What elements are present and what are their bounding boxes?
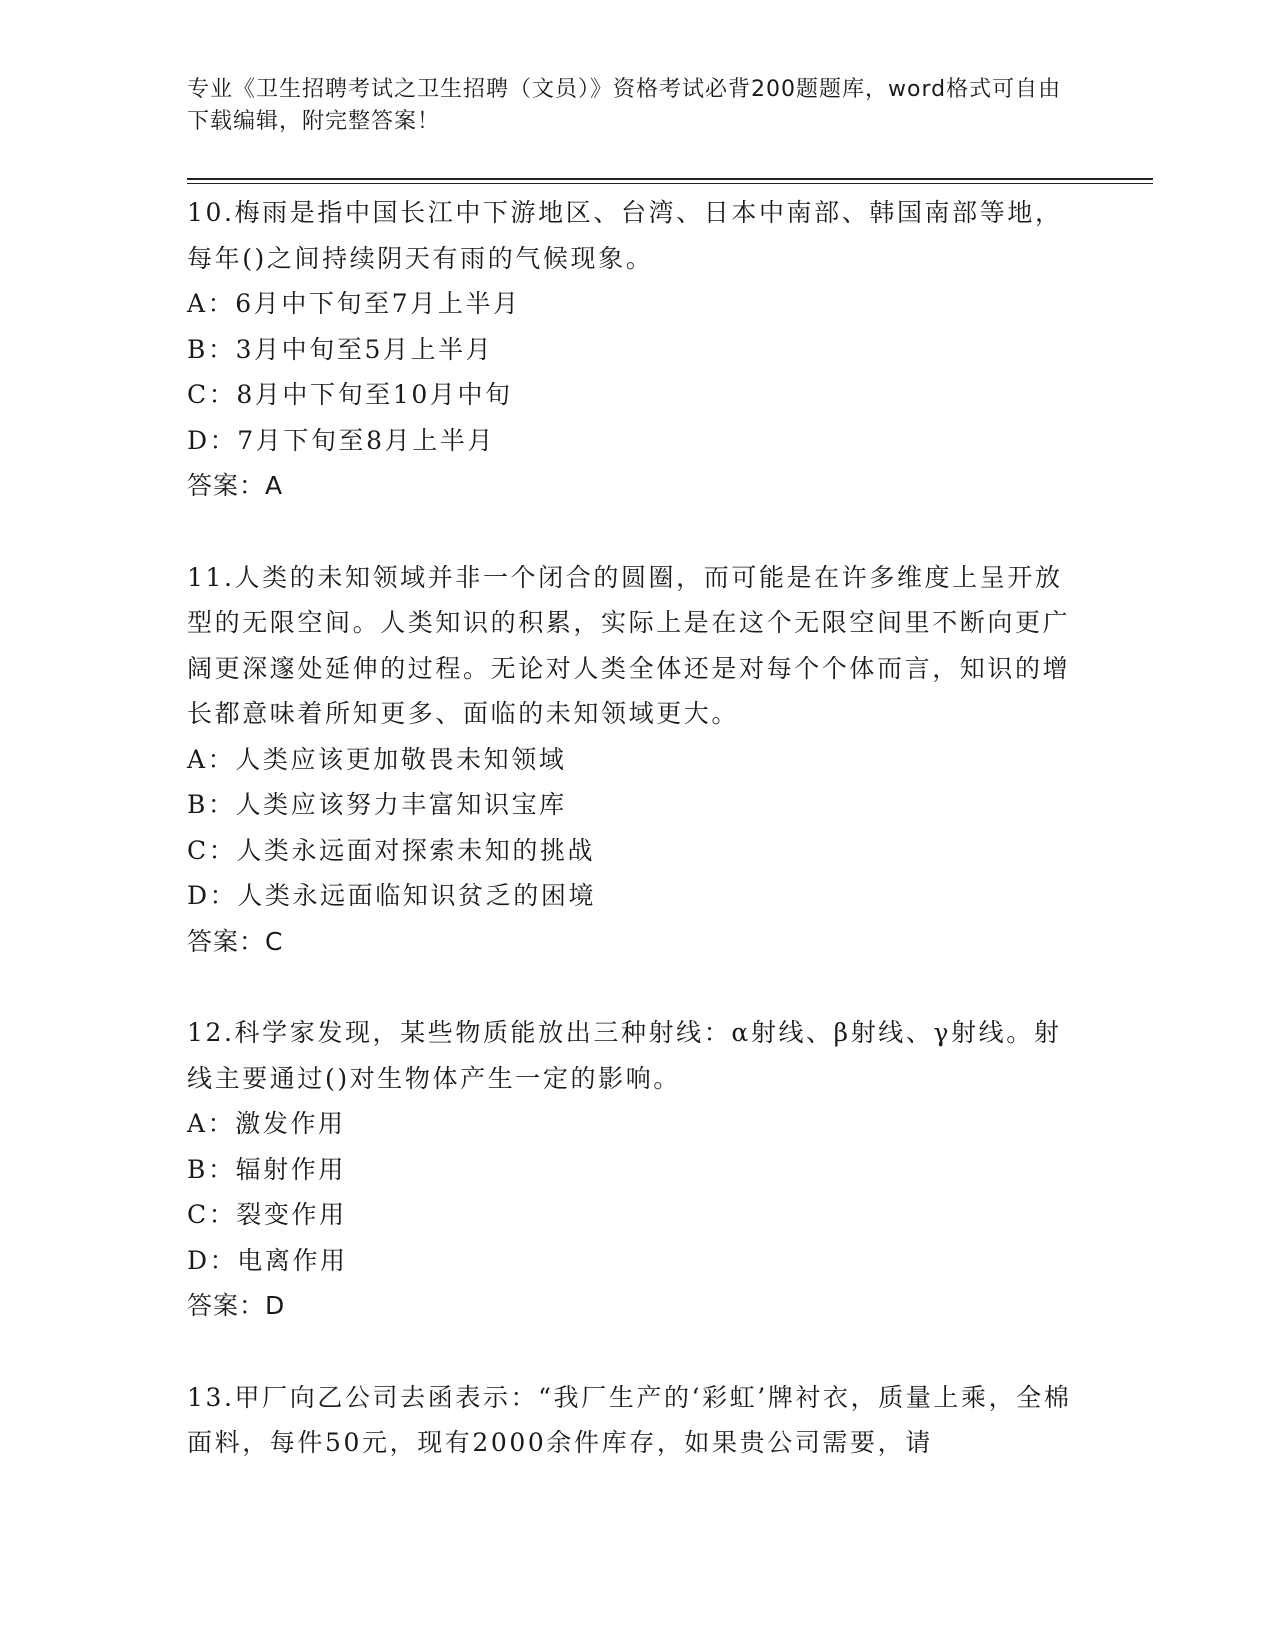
option-b: B：3月中旬至5月上半月 [187, 334, 494, 364]
question-10 [187, 190, 1077, 509]
question-11 [187, 555, 1077, 965]
question-stem: 13.甲厂向乙公司去函表示：“我厂生产的‘彩虹’牌衬衣，质量上乘，全棉面料，每件50元，现有2000余件库存，如果贵公司需要，请 [187, 1382, 1072, 1457]
option-d: D：7月下旬至8月上半月 [187, 425, 496, 455]
question-stem: 12.科学家发现，某些物质能放出三种射线：α射线、β射线、γ射线。射线主要通过()对生物体产生一定的影响。 [187, 1018, 1062, 1093]
question-stem: 10.梅雨是指中国长江中下游地区、台湾、日本中南部、韩国南部等地，每年()之间持续阴天有雨的气候现象。 [187, 198, 1063, 273]
option-c: C：8月中下旬至10月中旬 [187, 380, 513, 409]
header-rule-thick [187, 178, 1153, 180]
header-rule-thin [187, 183, 1153, 184]
option-a: A：人类应该更加敬畏未知领域 [187, 744, 567, 774]
answer-line: 答案：C [187, 926, 284, 956]
option-a: A：激发作用 [187, 1109, 346, 1138]
option-d: D：电离作用 [187, 1245, 348, 1275]
document-header [187, 74, 1077, 138]
option-c: C：人类永远面对探索未知的挑战 [187, 835, 596, 865]
question-13 [187, 1375, 1077, 1466]
answer-line: 答案：A [187, 471, 284, 500]
option-a: A：6月中下旬至7月上半月 [187, 289, 521, 318]
answer-line: 答案：D [187, 1291, 286, 1320]
question-list [187, 190, 1077, 1512]
question-12 [187, 1010, 1077, 1329]
header-title: 专业《卫生招聘考试之卫生招聘（文员）》资格考试必背200题题库，word格式可自由下载编辑，附完整答案！ [187, 77, 1062, 134]
option-b: B：人类应该努力丰富知识宝库 [187, 790, 567, 819]
option-b: B：辐射作用 [187, 1154, 346, 1184]
option-c: C：裂变作用 [187, 1200, 347, 1229]
option-d: D：人类永远面临知识贫乏的困境 [187, 881, 597, 910]
question-stem: 11.人类的未知领域并非一个闭合的圆圈，而可能是在许多维度上呈开放型的无限空间。人类知识的积累，实际上是在这个无限空间里不断向更广阔更深邃处延伸的过程。无论对人类全体还是对每个个体而言，知识的增长都意味着所知更多、面临的未知领域更大。 [187, 562, 1071, 728]
